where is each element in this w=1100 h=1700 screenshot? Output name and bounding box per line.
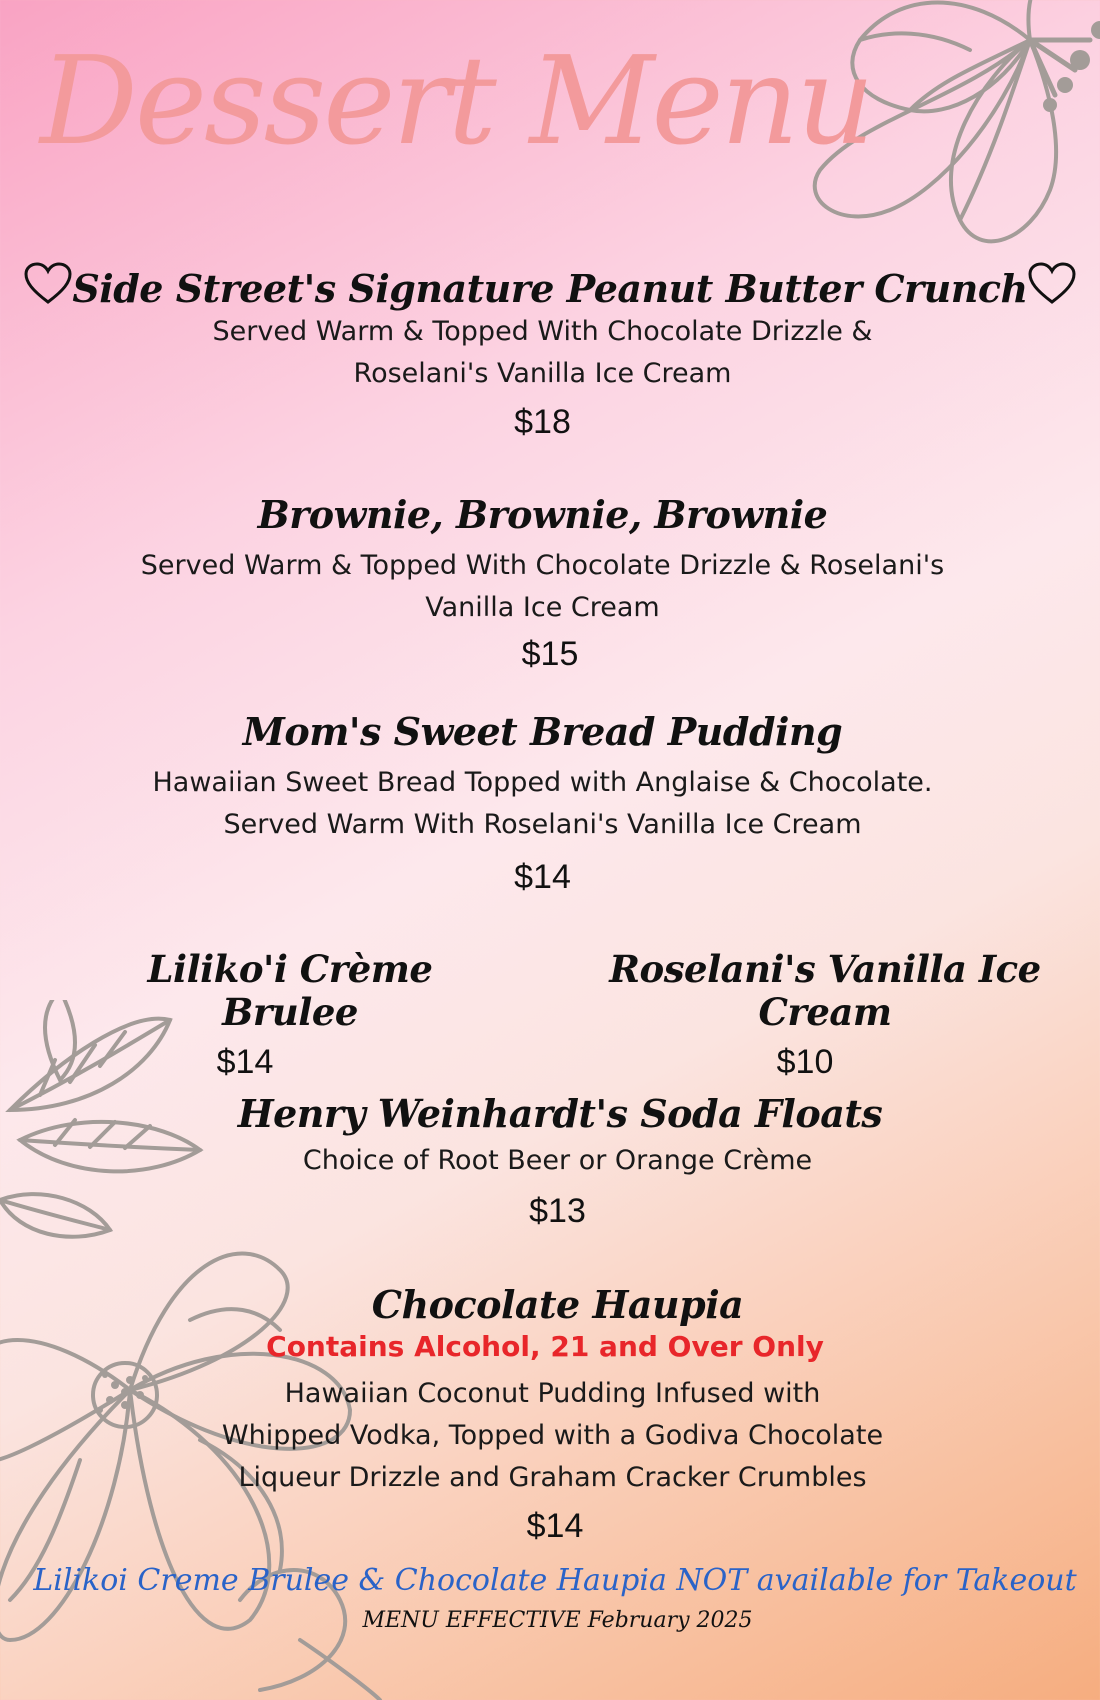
item-price: $14: [514, 857, 571, 896]
item-description-line: Roselani's Vanilla Ice Cream: [353, 357, 732, 389]
item-price: $18: [514, 402, 571, 441]
menu-item-peanut-butter-crunch: [0, 262, 1100, 442]
heart-outline-icon: [24, 262, 72, 306]
item-name: Henry Weinhardt's Soda Floats: [237, 1091, 883, 1136]
item-description-line: Whipped Vodka, Topped with a Godiva Chocolate: [221, 1419, 884, 1451]
item-price: $13: [529, 1191, 586, 1230]
menu-item-soda-floats: [0, 1092, 1100, 1231]
heart-outline-icon: [1028, 262, 1076, 306]
menu-item-bread-pudding: [0, 710, 1100, 897]
item-description-line: Choice of Root Beer or Orange Crème: [302, 1144, 813, 1176]
alcohol-warning: Contains Alcohol, 21 and Over Only: [266, 1329, 824, 1363]
item-name: Mom's Sweet Bread Pudding: [242, 709, 843, 754]
item-description-line: Vanilla Ice Cream: [425, 591, 660, 623]
item-description-line: Served Warm With Roselani's Vanilla Ice Cream: [223, 808, 862, 840]
item-name: Side Street's Signature Peanut Butter Crunch: [72, 266, 1028, 311]
menu-item-brownie: [0, 493, 1100, 674]
item-price: $15: [521, 634, 579, 673]
item-description-line: Served Warm & Topped With Chocolate Drizzle &: [212, 315, 873, 347]
takeout-note-text: Lilikoi Creme Brulee & Chocolate Haupia NOT available for Takeout: [33, 1563, 1077, 1598]
item-description-line: Hawaiian Sweet Bread Topped with Anglaise & Chocolate.: [152, 766, 933, 798]
item-price: $14: [216, 1043, 274, 1082]
item-price: $10: [776, 1043, 834, 1082]
menu-item-vanilla-ice-cream: [575, 948, 1075, 1082]
item-name: Liliko'i Crème Brulee: [147, 947, 433, 1034]
item-name: Roselani's Vanilla Ice Cream: [609, 947, 1041, 1034]
effective-date-text: MENU EFFECTIVE February 2025: [362, 1608, 753, 1633]
menu-item-creme-brulee: [90, 948, 490, 1082]
item-price: $14: [526, 1506, 584, 1545]
item-name: Brownie, Brownie, Brownie: [257, 492, 828, 537]
item-name: Chocolate Haupia: [371, 1282, 744, 1327]
item-description-line: Liqueur Drizzle and Graham Cracker Crumbles: [238, 1461, 867, 1493]
menu-title: Dessert Menu: [40, 30, 872, 172]
item-description-line: Served Warm & Topped With Chocolate Drizzle & Roselani's: [140, 549, 945, 581]
menu-effective-date: [0, 1608, 1100, 1633]
item-description-line: Hawaiian Coconut Pudding Infused with: [284, 1377, 821, 1409]
menu-item-chocolate-haupia: [0, 1283, 1100, 1546]
takeout-note: [0, 1563, 1100, 1598]
